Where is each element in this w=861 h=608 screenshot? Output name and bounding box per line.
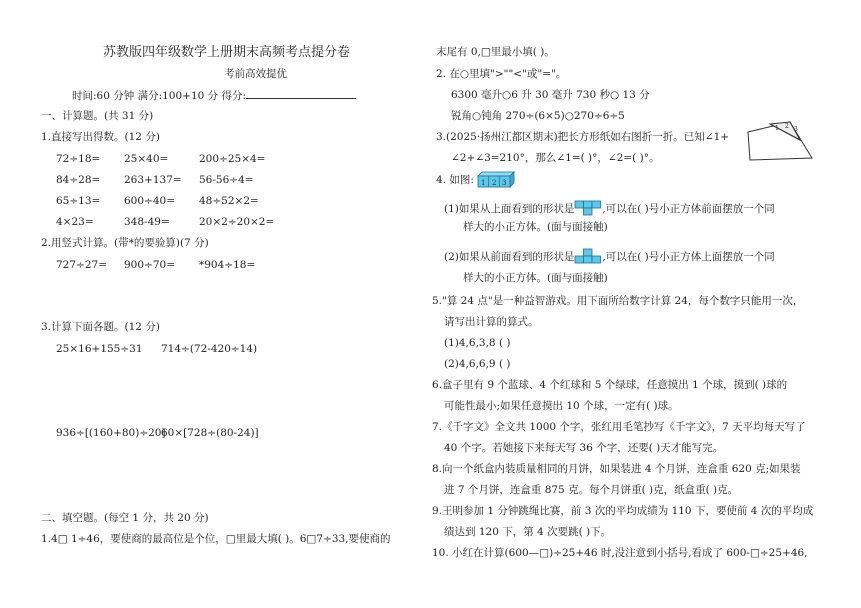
expression-item: 714÷(72-420÷14) bbox=[161, 343, 258, 355]
oral-calc-item: 25×40= bbox=[124, 153, 169, 165]
oral-calc-item: 84÷28= bbox=[56, 174, 101, 186]
fill-q6-line2: 可能性最小;如果任意摸出 10 个球，一定有( )球。 bbox=[444, 400, 679, 412]
fill-q9-line1: 9.王明参加 1 分钟跳绳比赛，前 3 次的平均成绩为 110 下，要使前 4 次的平均成 bbox=[432, 505, 814, 517]
angle-1-label: 1 bbox=[775, 125, 779, 132]
fill-q5-line2: 请写出计算的算式。 bbox=[444, 316, 539, 328]
folded-paper-figure bbox=[742, 118, 816, 164]
expression-item: 60×[728÷(80-24)] bbox=[161, 427, 259, 439]
expression-item: 25×16+155÷31 bbox=[56, 343, 143, 355]
fill-q5-line4: (2)4,6,6,9 ( ) bbox=[444, 358, 511, 370]
fill-q4-sub1-text-b: ,可以在( )号小正方体前面摆放一个同 bbox=[602, 203, 775, 215]
angle-3-label: 3 bbox=[794, 126, 798, 133]
cube-1-label: 1 bbox=[481, 179, 486, 187]
fill-q4-sub2-text-a: (2)如果从前面看到的形状是 bbox=[444, 251, 575, 263]
vertical-calc-item: 727÷27= bbox=[56, 259, 107, 271]
oral-calc-item: 56-56÷4= bbox=[199, 174, 254, 186]
oral-calc-item: 20×2÷20×2= bbox=[199, 216, 275, 228]
fill-q4-sub2 bbox=[444, 248, 775, 264]
top-view-shape-icon bbox=[574, 200, 602, 216]
fill-q4-sub2-text-b: ,可以在( )号小正方体上面摆放一个同 bbox=[602, 251, 775, 263]
fill-q4-sub1 bbox=[444, 200, 775, 216]
fill-q4-sub1-text-a: (1)如果从上面看到的形状是 bbox=[444, 203, 575, 215]
fill-q2-line2: 6300 毫升○6 升 30 毫升 730 秒○ 13 分 bbox=[451, 89, 650, 101]
fill-q8-line2: 进 7 个月饼，连盒重 875 克。每个月饼重( )克，纸盒重( )克。 bbox=[444, 484, 739, 496]
oral-calc-item: 263+137= bbox=[124, 174, 182, 186]
page-subtitle: 考前高效提优 bbox=[224, 68, 287, 80]
fill-q1-line1: 1.4□ 1÷46，要使商的最高位是个位，□里最大填( )。6□7÷33,要使商的 bbox=[41, 533, 391, 545]
q2-label: 2.用竖式计算。(带*的要验算)(7 分) bbox=[41, 237, 209, 249]
score-blank bbox=[246, 89, 356, 99]
fill-q2-line1: 2. 在○里填">""<"或"="。 bbox=[436, 68, 567, 80]
exam-meta-text: 时间:60 分钟 满分:100+10 分 得分: bbox=[72, 90, 247, 102]
q1-label: 1.直接写出得数。(12 分) bbox=[41, 131, 160, 143]
oral-calc-item: 65÷13= bbox=[56, 195, 101, 207]
expression-item: 936÷[(160+80)÷20] bbox=[56, 427, 166, 439]
page-title: 苏教版四年级数学上册期末高频考点提分卷 bbox=[103, 45, 351, 60]
fill-q7-line2: 40 个字。若她接下来每天写 36 个字，还要( )天才能写完。 bbox=[444, 442, 724, 454]
oral-calc-item: 600÷40= bbox=[124, 195, 175, 207]
oral-calc-item: 200÷25×4= bbox=[199, 153, 266, 165]
three-cubes-figure bbox=[476, 170, 516, 188]
fill-q3-line1: 3.(2025·扬州江都区期末)把长方形纸如右图折一折。已知∠1+ bbox=[436, 131, 730, 143]
fill-q6-line1: 6.盒子里有 9 个蓝球、4 个红球和 5 个绿球，任意摸出 1 个球，摸到( )球的 bbox=[432, 379, 788, 391]
fill-q4-sub1-line2: 样大的小正方体。(面与面接触) bbox=[463, 221, 608, 233]
fill-q2-line3: 锐角○钝角 270÷(6×5)○270÷6÷5 bbox=[451, 110, 625, 122]
oral-calc-item: 72÷18= bbox=[56, 153, 101, 165]
fill-q8-line1: 8.向一个纸盒内装质量相同的月饼，如果装进 4 个月饼，连盒重 620 克;如果装 bbox=[432, 463, 801, 475]
q3-label: 3.计算下面各题。(12 分) bbox=[41, 321, 160, 333]
fill-q9-line2: 绩达到 120 下，第 4 次要跳( )下。 bbox=[444, 526, 612, 538]
oral-calc-item: 48÷52×2= bbox=[199, 195, 259, 207]
angle-2-label: 2 bbox=[785, 123, 789, 130]
oral-calc-item: 4×23= bbox=[56, 216, 94, 228]
fill-q3-line2: ∠2+∠3=210°，那么∠1=( )°，∠2=( )°。 bbox=[451, 152, 660, 164]
fill-q4-line1: 4. 如图: bbox=[436, 174, 474, 186]
cube-3-label: 3 bbox=[502, 179, 507, 187]
fill-q4-sub2-line2: 样大的小正方体。(面与面接触) bbox=[463, 272, 608, 284]
fill-q10-line1: 10. 小红在计算(600—□)÷25+46 时,没注意到小括号,看成了 600-□÷25+46, bbox=[432, 547, 808, 559]
fill-q1-line2: 末尾有 0,□里最小填( )。 bbox=[436, 46, 555, 58]
cube-2-label: 2 bbox=[492, 179, 497, 187]
fill-q5-line1: 5."算 24 点"是一种益智游戏。用下面所给数字计算 24，每个数字只能用一次， bbox=[432, 295, 804, 307]
exam-meta bbox=[72, 89, 356, 103]
part1-heading: 一、计算题。(共 31 分) bbox=[41, 110, 154, 122]
vertical-calc-item: *904÷18= bbox=[199, 259, 256, 271]
part2-heading: 二、填空题。(每空 1 分，共 20 分) bbox=[41, 512, 209, 524]
fill-q7-line1: 7.《千字文》全文共 1000 个字，张红用毛笔抄写《千字文》，7 天平均每天写了 bbox=[432, 421, 806, 433]
front-view-shape-icon bbox=[574, 248, 602, 264]
oral-calc-item: 348-49= bbox=[124, 216, 170, 228]
fill-q5-line3: (1)4,6,3,8 ( ) bbox=[444, 337, 511, 349]
vertical-calc-item: 900÷70= bbox=[124, 259, 175, 271]
